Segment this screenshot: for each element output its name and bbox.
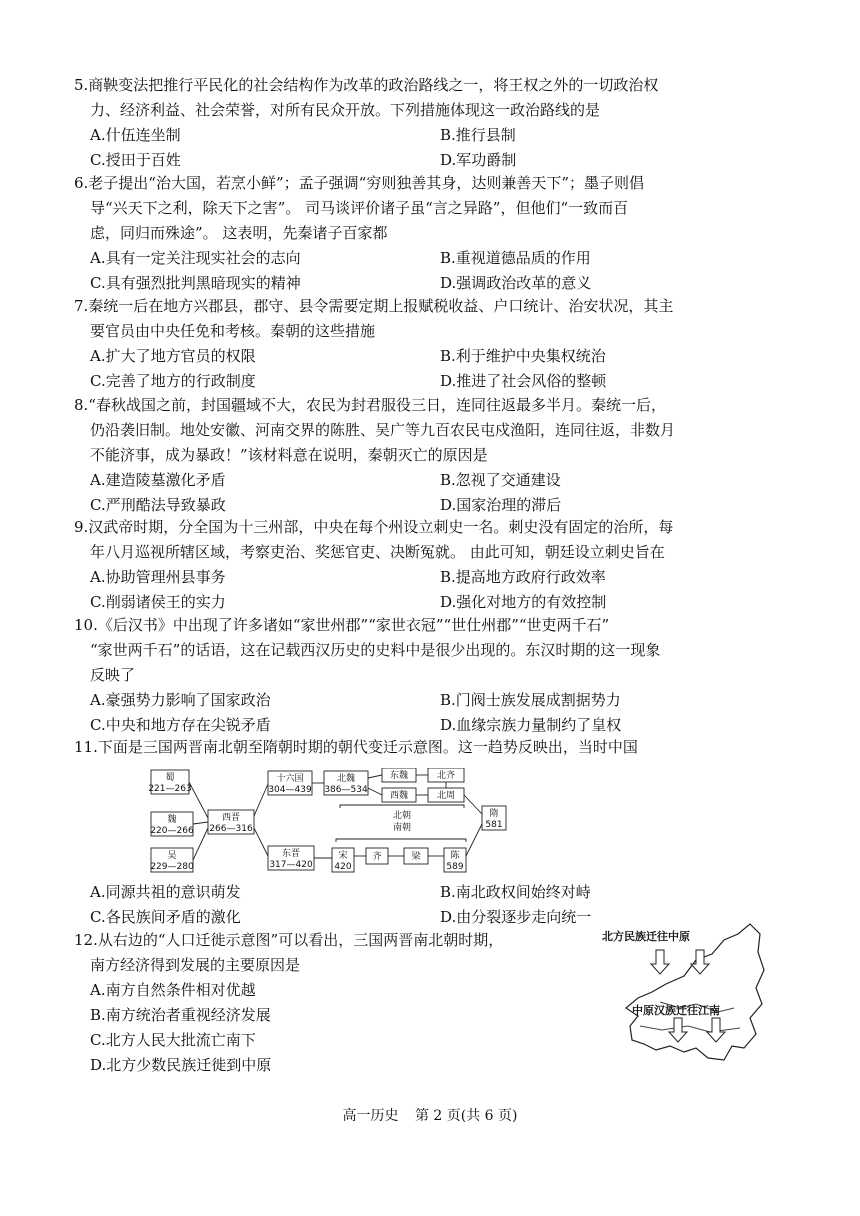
option-b[interactable]: B.利于维护中央集权统治 <box>440 347 606 365</box>
beiwei-name: 北魏 <box>336 774 356 784</box>
option-a[interactable]: A.建造陵墓激化矛盾 <box>90 471 226 489</box>
dynasty-flowchart <box>148 768 508 880</box>
option-d[interactable]: D.国家治理的滞后 <box>440 496 562 514</box>
option-b[interactable]: B.推行县制 <box>440 126 516 144</box>
north-migration-label: 北方民族迁往中原 <box>602 930 690 943</box>
option-c[interactable]: C.严刑酷法导致暴政 <box>90 496 226 514</box>
qi-name: 齐 <box>372 852 382 862</box>
option-c[interactable]: C.中央和地方存在尖锐矛盾 <box>90 716 271 734</box>
nanchao-bracket <box>336 839 466 842</box>
question-stem: 力、经济利益、社会荣誉，对所有民众开放。下列措施体现这一政治路线的是 <box>90 101 601 119</box>
question-stem: 年八月巡视所辖区域，考察吏治、奖惩官吏、决断冤就。 由此可知，朝廷设立刺史旨在 <box>90 543 665 561</box>
sui-years: 581 <box>485 820 503 830</box>
wu-years: 229—280 <box>150 862 194 872</box>
map-river <box>640 1026 740 1032</box>
question-8 <box>74 393 804 518</box>
shu-years: 221—263 <box>148 784 192 794</box>
migration-arrow-icon <box>651 950 669 974</box>
option-d[interactable]: D.推进了社会风俗的整顿 <box>440 372 607 390</box>
option-d[interactable]: D.由分裂逐步走向统一 <box>440 908 592 926</box>
question-stem: 要官员由中央任免和考核。秦朝的这些措施 <box>90 322 376 340</box>
question-stem: 导“兴天下之利，除天下之害”。 司马谈评价诸子虽“言之异路”，但他们“一致而百 <box>90 199 629 217</box>
option-c[interactable]: C.具有强烈批判黑暗现实的精神 <box>90 274 301 292</box>
question-stem: 10.《后汉书》中出现了许多诸如“家世州郡”“家世衣冠”“世仕州郡”“世吏两千石” <box>74 616 610 634</box>
map-outline <box>626 924 764 1060</box>
option-c[interactable]: C.北方人民大批流亡南下 <box>90 1031 256 1049</box>
wei-years: 220—266 <box>150 826 194 836</box>
option-a[interactable]: A.什伍连坐制 <box>90 126 181 144</box>
question-12 <box>74 928 594 1078</box>
option-a[interactable]: A.扩大了地方官员的权限 <box>90 347 256 365</box>
south-migration-label: 中原汉族迁往江南 <box>632 1004 720 1017</box>
option-d[interactable]: D.血缘宗族力量制约了皇权 <box>440 716 622 734</box>
dongjin-name: 东晋 <box>281 849 301 859</box>
beiwei-years: 386—534 <box>324 785 368 795</box>
option-c[interactable]: C.授田于百姓 <box>90 151 181 169</box>
arrow-beiwei-xiwei <box>368 788 382 795</box>
dongjin-years: 317—420 <box>269 860 313 870</box>
sui-name: 隋 <box>489 809 499 819</box>
option-a[interactable]: A.豪强势力影响了国家政治 <box>90 691 271 709</box>
option-d[interactable]: D.强化对地方的有效控制 <box>440 593 607 611</box>
song-name: 宋 <box>338 851 348 861</box>
option-b[interactable]: B.南北政权间始终对峙 <box>440 883 591 901</box>
question-5 <box>74 73 804 173</box>
question-stem: 7.秦统一后在地方兴郡县，郡守、县令需要定期上报赋税收益、户口统计、治安状况，其主 <box>74 297 674 315</box>
question-10 <box>74 613 804 738</box>
option-c[interactable]: C.削弱诸侯王的实力 <box>90 593 226 611</box>
arrow-beizhou-sui <box>464 795 482 814</box>
arrow-xijin-shiliuguo <box>254 784 268 816</box>
option-b[interactable]: B.忽视了交通建设 <box>440 471 561 489</box>
question-stem: 不能济事，成为暴政！”该材料意在说明，秦朝灭亡的原因是 <box>90 446 488 464</box>
wei-name: 魏 <box>167 815 177 825</box>
beichao-label: 北朝 <box>392 811 412 821</box>
question-stem: 反映了 <box>90 666 136 684</box>
option-a[interactable]: A.同源共祖的意识萌发 <box>90 883 241 901</box>
liang-name: 梁 <box>411 852 421 862</box>
question-stem: 8.“春秋战国之前，封国疆域不大，农民为封君服役三日，连同往返最多半月。秦统一后， <box>74 396 666 414</box>
wu-name: 吴 <box>167 851 177 861</box>
option-d[interactable]: D.强调政治改革的意义 <box>440 274 592 292</box>
shu-name: 蜀 <box>165 773 175 783</box>
arrow-chen-sui <box>466 824 482 856</box>
arrow-xijin-dongjin <box>254 828 268 856</box>
question-9 <box>74 515 804 615</box>
footer-subject: 高一历史 <box>342 1108 399 1124</box>
beichao-bracket <box>340 805 464 808</box>
question-stem: 9.汉武帝时期，分全国为十三州部，中央在每个州设立刺史一名。刺史没有固定的治所，每 <box>74 518 674 536</box>
option-c[interactable]: C.完善了地方的行政制度 <box>90 372 256 390</box>
question-stem: 虑，同归而殊途”。 这表明，先秦诸子百家都 <box>90 224 388 242</box>
beiqi-name: 北齐 <box>436 771 456 781</box>
question-stem: 6.老子提出“治大国，若烹小鲜”；孟子强调“穷则独善其身，达则兼善天下”；墨子则倡 <box>74 174 644 192</box>
arrow-shu-xijin <box>189 782 208 818</box>
shiliuguo-years: 304—439 <box>268 785 312 795</box>
option-a[interactable]: A.协助管理州县事务 <box>90 568 226 586</box>
xijin-years: 266—316 <box>209 824 253 834</box>
question-stem: 11.下面是三国两晋南北朝至隋朝时期的朝代变迁示意图。这一趋势反映出，当时中国 <box>74 738 638 756</box>
beizhou-name: 北周 <box>436 791 456 801</box>
page-footer <box>0 1105 860 1125</box>
option-b[interactable]: B.提高地方政府行政效率 <box>440 568 606 586</box>
song-years: 420 <box>334 862 352 872</box>
option-a[interactable]: A.南方自然条件相对优越 <box>90 981 256 999</box>
migration-arrow-icon <box>691 950 709 974</box>
footer-page-number: 第 2 页(共 6 页) <box>414 1108 518 1124</box>
option-d[interactable]: D.北方少数民族迁徙到中原 <box>90 1056 272 1074</box>
question-stem: 南方经济得到发展的主要原因是 <box>90 956 301 974</box>
question-stem: 仍沿袭旧制。地处安徽、河南交界的陈胜、吴广等九百农民屯戍渔阳，连同往返，非数月 <box>90 421 676 439</box>
shiliuguo-name: 十六国 <box>276 774 304 784</box>
question-stem: 5.商鞅变法把推行平民化的社会结构作为改革的政治路线之一，将王权之外的一切政治权 <box>74 76 659 94</box>
option-c[interactable]: C.各民族间矛盾的激化 <box>90 908 241 926</box>
dongwei-name: 东魏 <box>389 771 409 781</box>
chen-name: 陈 <box>450 851 460 861</box>
option-b[interactable]: B.重视道德品质的作用 <box>440 249 591 267</box>
option-b[interactable]: B.门阀士族发展成割据势力 <box>440 691 621 709</box>
migration-arrow-icon <box>669 1018 687 1042</box>
question-11 <box>74 735 804 760</box>
xiwei-name: 西魏 <box>389 791 409 801</box>
chen-years: 589 <box>446 862 464 872</box>
option-a[interactable]: A.具有一定关注现实社会的志向 <box>90 249 301 267</box>
question-stem: 12.从右边的“人口迁徙示意图”可以看出，三国两晋南北朝时期， <box>74 931 504 949</box>
question-6 <box>74 171 804 296</box>
question-stem: “家世两千石”的话语，这在记载西汉历史的史料中是很少出现的。东汉时期的这一现象 <box>90 641 661 659</box>
option-d[interactable]: D.军功爵制 <box>440 151 517 169</box>
arrow-beiwei-dongwei <box>368 775 382 778</box>
arrow-wu-xijin <box>193 828 208 860</box>
question-7 <box>74 294 804 394</box>
arrow-wei-xijin <box>193 822 208 824</box>
migration-map <box>600 922 766 1064</box>
xijin-name: 西晋 <box>221 813 241 823</box>
option-b[interactable]: B.南方统治者重视经济发展 <box>90 1006 271 1024</box>
nanchao-label: 南朝 <box>392 823 412 833</box>
